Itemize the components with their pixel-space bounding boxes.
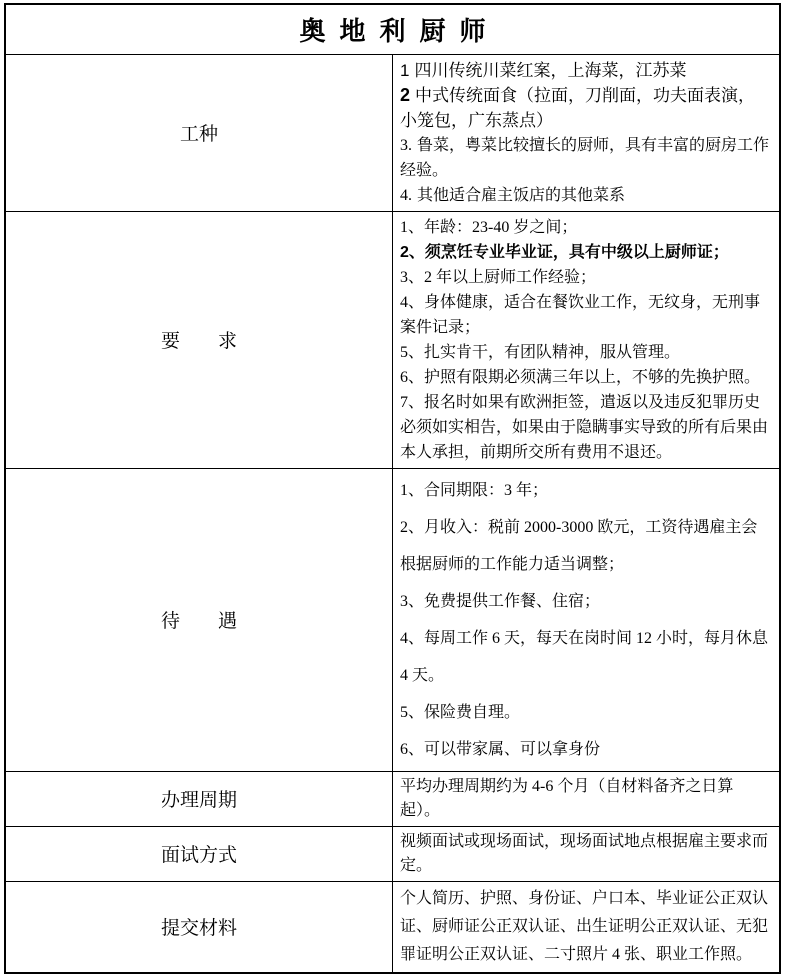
item-number: 3. [400,136,412,154]
list-item: 5、保险费自理。 [400,703,521,721]
item-number: 1 [400,60,410,80]
page-title: 奥地利厨师 [5,4,780,54]
row-label-processing-period: 办理周期 [5,771,393,826]
list-item: 2、须烹饪专业毕业证，具有中级以上厨师证； [400,243,729,261]
list-item [400,58,771,83]
row-label-benefits: 待 遇 [5,468,393,771]
item-text: 其他适合雇主饭店的其他菜系 [417,186,626,204]
table-row-benefits [5,468,780,771]
interview-method-text: 视频面试或现场面试，现场面试地点根据雇主要求而定。 [400,832,769,874]
row-label-materials: 提交材料 [5,881,393,973]
item-number: 2 [400,84,411,105]
list-item: 4、身体健康，适合在餐饮业工作，无纹身，无刑事案件记录； [400,293,761,336]
list-item: 7、报名时如果有欧洲拒签，遣返以及违反犯罪历史必须如实相告，如果由于隐瞒事实导致的所有后果由本人承担，前期所交所有费用不退还。 [400,393,769,461]
list-item: 6、可以带家属、可以拿身份 [400,740,601,758]
list-item [400,133,771,183]
row-label-job-type: 工种 [5,54,393,211]
requirements-content [393,211,781,468]
list-item: 6、护照有限期必须满三年以上，不够的先换护照。 [400,368,761,386]
materials-content [393,881,781,973]
row-label-interview-method: 面试方式 [5,826,393,881]
job-type-content [393,54,781,211]
item-text: 四川传统川菜红案，上海菜，江苏菜 [414,60,687,80]
table-row-processing-period [5,771,780,826]
title-row [5,4,780,54]
table-row-requirements [5,211,780,468]
list-item: 5、扎实肯干，有团队精神，服从管理。 [400,343,681,361]
row-label-requirements: 要 求 [5,211,393,468]
processing-period-content [393,771,781,826]
list-item: 3、免费提供工作餐、住宿； [400,592,601,610]
list-item: 3、2 年以上厨师工作经验； [400,268,597,286]
list-item: 1、合同期限：3 年； [400,481,549,499]
item-text: 鲁菜，粤菜比较擅长的厨师，具有丰富的厨房工作经验。 [400,136,770,179]
list-item [400,183,771,208]
interview-method-content [393,826,781,881]
list-item [400,83,771,133]
page [0,3,785,963]
table-row-materials [5,881,780,973]
table-row-job-type [5,54,780,211]
list-item: 1、年龄：23-40 岁之间； [400,218,578,236]
job-posting-table [4,3,781,974]
item-text: 中式传统面食（拉面，刀削面，功夫面表演，小笼包，广东蒸点） [400,85,756,130]
benefits-content [393,468,781,771]
list-item: 4、每周工作 6 天，每天在岗时间 12 小时，每月休息 4 天。 [400,629,769,684]
table-row-interview-method [5,826,780,881]
list-item: 2、月收入：税前 2000-3000 欧元，工资待遇雇主会根据厨师的工作能力适当调整； [400,518,758,573]
item-number: 4. [400,186,412,204]
materials-text: 个人简历、护照、身份证、户口本、毕业证公正双认证、厨师证公正双认证、出生证明公正双认证、无犯罪证明公正双认证、二寸照片 4 张、职业工作照。 [400,889,769,963]
processing-period-text: 平均办理周期约为 4-6 个月（自材料备齐之日算起）。 [400,777,734,819]
